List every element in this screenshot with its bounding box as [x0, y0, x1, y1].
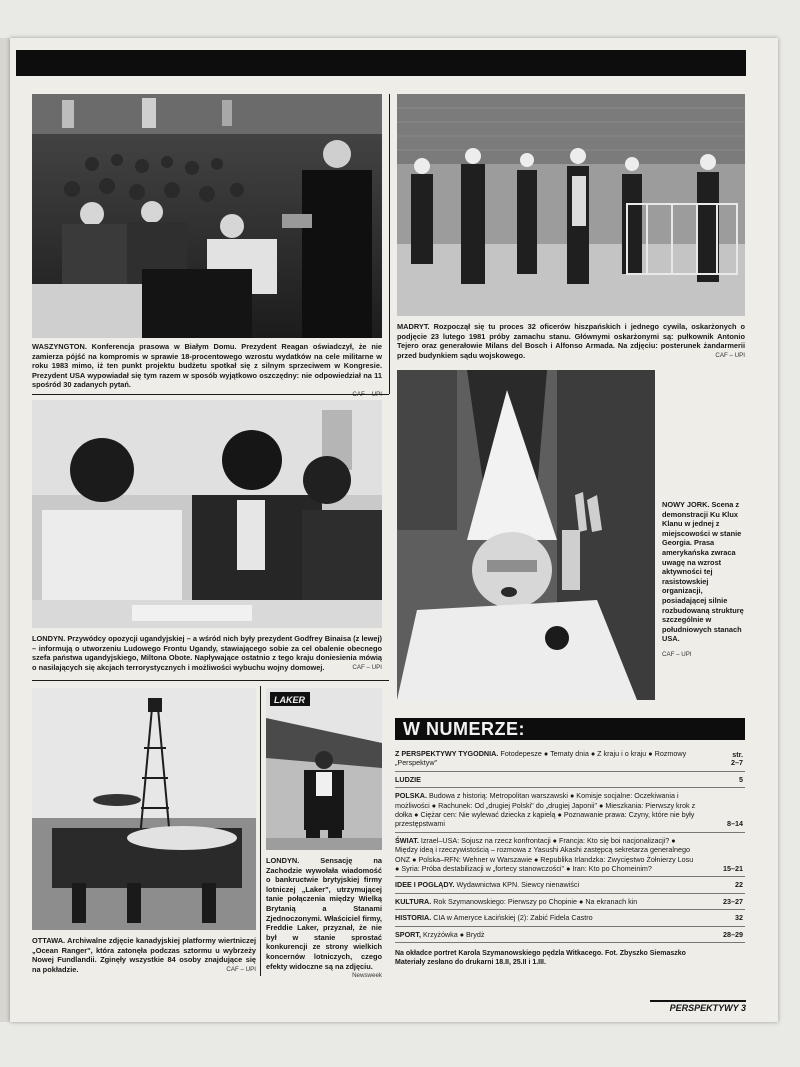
- credit-laker: Newsweek: [352, 972, 382, 980]
- photo-washington: [32, 94, 382, 338]
- caption-ottawa: OTTAWA. Archiwalne zdjęcie kanadyjskiej platformy wiertniczej „Ocean Ranger", która zatonęła podczas sztormu u wybrzeży Nowej Fundlandii. Zginęły wszystkie 84 osoby znajdujące się na pokładzie. CAF – UPI: [32, 936, 256, 974]
- laker-logo-text: LAKER: [274, 695, 305, 705]
- contents-page-header: str.: [732, 750, 743, 759]
- credit-madrid: CAF – UPI: [715, 351, 745, 359]
- magazine-page: [10, 38, 778, 1022]
- photo-newyork-kkk: [397, 370, 655, 700]
- toc-row: HISTORIA. CIA w Ameryce Łacińskiej (2): Zabić Fidela Castro 32: [395, 910, 745, 926]
- photo-london-uganda: [32, 400, 382, 628]
- credit-newyork: CAF – UPI: [662, 650, 692, 658]
- credit-ottawa: CAF – UPI: [226, 965, 256, 973]
- contents-footnote-print: Materiały zesłano do drukarni 18.II, 25.II i 1.III.: [395, 959, 546, 967]
- caption-madrid: MADRYT. Rozpoczął się tu proces 32 oficerów hiszpańskich i jednego cywila, oskarżonych o podjęcie 23 lutego 1981 próby zamachu stanu. Głównymi oskarżonymi są: pułkownik Antonio Tejero oraz generałowie Milans del Bosch i Alfonso Armada. Na zdjęciu: posterunek żandarmerii przed budynkiem sądu wojskowego. CAF – UPI: [397, 322, 745, 360]
- caption-london-uganda: LONDYN. Przywódcy opozycji ugandyjskiej – a wśród nich były prezydent Godfrey Binaisa (z lewej) – informują o utworzeniu Ludowego Frontu Ugandy, stawiającego sobie za cel obalenie obecnego szefa państwa ugandyjskiego, Miltona Obote. Napływające ostatnio z tego kraju doniesienia mówią o nasilających się akcjach terrorystycznych i możliwości wybuchu wojny domowej. CAF – UPI: [32, 634, 382, 672]
- page-footer: PERSPEKTYWY 3: [650, 1000, 746, 1014]
- divider-vertical-top: [389, 94, 390, 394]
- previous-page-edge: [0, 38, 10, 1022]
- toc-row: POLSKA. Budowa z historią: Metropolitan warszawski ● Komisje socjalne: Oczekiwania i możliwości ● Rachunek: Od „drugiej Polski" do „drugiej Japonii" ● Mieszkania: Pierwszy krok z dołka ● Ciężar cen: Nie wylewać dziecka z kąpielą ● Poznawanie prawa: Czyny, które nie były przestępstwami 8–14: [395, 788, 745, 833]
- contents-box: [395, 718, 745, 967]
- photo-madrid: [397, 94, 745, 316]
- photo-ottawa: [32, 688, 256, 930]
- toc-row: ŚWIAT. Izrael–USA: Sojusz na rzecz konfrontacji ● Francja: Kto się boi nacjonalizacji? ● Między ideą i rzeczywistością – rozmowa z Yasushi Akashi zastępcą sekretarza generalnego ONZ ● Polska–RFN: Wehner w Warszawie ● Republika Irlandzka: Zwycięstwo Żołnierzy Losu ● Syria: Próba destabilizacji w „fortecy stanowczości" ● Iran: Kto po Chomeinim? 15–21: [395, 833, 745, 878]
- toc-row: LUDZIE 5: [395, 772, 745, 788]
- photo-laker: [266, 688, 382, 850]
- caption-newyork: NOWY JORK. Scena z demonstracji Ku Klux Klanu w jednej z miejscowości w stanie Georgia. Prasa amerykańska zwraca uwagę na wzrost aktywności tej rasistowskiej organizacji, posiadającej silnie rozbudowaną strukturę szczególnie w południowych stanach USA. CAF – UPI: [662, 500, 744, 658]
- toc-row: KULTURA. Rok Szymanowskiego: Pierwszy po Chopinie ● Na ekranach kin 23–27: [395, 894, 745, 910]
- divider-horizontal-mid: [32, 394, 389, 395]
- toc-row: Z PERSPEKTYWY TYGODNIA. Fotodepesze ● Tematy dnia ● Z kraju i o kraju ● Rozmowy „Perspektyw" 2–7: [395, 746, 745, 772]
- toc-row: IDEE I POGLĄDY. Wydawnictwa KPN. Siewcy nienawiści 22: [395, 877, 745, 893]
- caption-london-laker: LONDYN. Sensację na Zachodzie wywołała wiadomość o bankructwie brytyjskiej firmy lotniczej „Laker", utrzymującej tanie połączenia między Wielką Brytanią a Stanami Zjednoczonymi. Właściciel firmy, Freddie Laker, przyznał, że nie był w stanie sprostać konkurencji ze strony wielkich koncernów lotniczych, czego efekty widoczne są na zdjęciu. Newsweek: [266, 856, 382, 980]
- contents-list: [395, 746, 745, 968]
- credit-london-uganda: CAF – UPI: [352, 663, 382, 671]
- contents-footnote-cover: Na okładce portret Karola Szymanowskiego pędzla Witkacego. Fot. Zbyszko Siemaszko: [395, 950, 686, 958]
- contents-title: W NUMERZE:: [395, 718, 745, 740]
- divider-horizontal-lower: [32, 680, 389, 681]
- divider-vertical-bottom: [260, 686, 261, 976]
- top-black-bar: [16, 50, 746, 76]
- toc-row: SPORT, Krzyżówka ● Brydż 28–29: [395, 927, 745, 943]
- caption-washington: WASZYNGTON. Konferencja prasowa w Białym Domu. Prezydent Reagan oświadczył, że nie zamierza pójść na kompromis w sprawie 18-procentowego wzrostu wydatków na cele militarne w roku 1983 mimo, iż ten punkt projektu budżetu spotkał się z silnym sprzeciwem w Kongresie. Prezydent USA wypowiadał się tym razem w sposób wyjątkowo oszczędny: nie odpowiedział na 11 spośród 30 zadanych pytań.: [32, 342, 382, 400]
